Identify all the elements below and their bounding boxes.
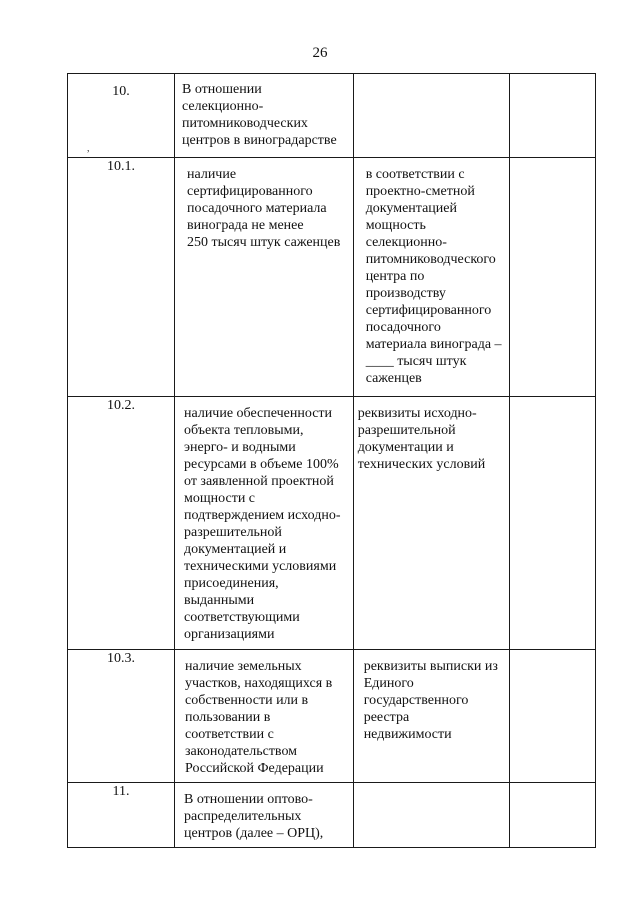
- empty-cell: [510, 397, 596, 650]
- row-number: 11.: [68, 783, 175, 848]
- table-row: [68, 158, 596, 397]
- requirements-table: [67, 73, 596, 848]
- empty-cell: [510, 783, 596, 848]
- table-row: [68, 650, 596, 783]
- confirmation-text: [354, 74, 509, 81]
- table-row: [68, 397, 596, 650]
- page-number: 26: [312, 45, 328, 61]
- row-number: 10.: [68, 74, 175, 158]
- confirmation-text: реквизиты исходно- разрешительной документации и технических условий: [357, 406, 486, 472]
- table-row: [68, 74, 596, 158]
- confirmation-cell: [353, 650, 509, 783]
- criterion-text: наличие земельных участков, находящихся в собственности или в пользовании в соответствии с законодательством Российской Федерации: [185, 659, 333, 776]
- criterion-text: В отношении оптово- распределительных центров (далее – ОРЦ),: [184, 792, 324, 841]
- criterion-cell: [175, 783, 354, 848]
- confirmation-cell: [353, 158, 509, 397]
- table-row: [68, 783, 596, 848]
- criterion-cell: [175, 650, 354, 783]
- confirmation-text: реквизиты выписки из Единого государственного реестра недвижимости: [363, 659, 498, 742]
- confirmation-text: [354, 783, 509, 791]
- confirmation-cell: [353, 74, 509, 158]
- empty-cell: [510, 650, 596, 783]
- confirmation-cell: [353, 783, 509, 848]
- criterion-cell: [175, 397, 354, 650]
- row-number: 10.3.: [68, 650, 175, 783]
- criterion-cell: [175, 158, 354, 397]
- criterion-text: наличие обеспеченности объекта тепловыми, энерго- и водными ресурсами в объеме 100% от заявленной проектной мощности с подтверждением исходно- разрешительной документацией и техническими условиями присоединения, выданными соответствующими организациями: [184, 406, 341, 642]
- row-number: 10.2.: [68, 397, 175, 650]
- row-number: 10.1.: [68, 158, 175, 397]
- confirmation-text: в соответствии с проектно-сметной документацией мощность селекционно- питомниководческого центра по производству сертифицированного посадочного материала винограда – ____ тысяч штук саженцев: [365, 167, 502, 386]
- stray-mark: ,: [87, 143, 90, 154]
- criterion-text: наличие сертифицированного посадочного материала винограда не менее 250 тысяч штук саженцев: [187, 167, 341, 250]
- empty-cell: [510, 158, 596, 397]
- criterion-text: В отношении селекционно- питомниководческих центров в виноградарстве: [182, 82, 337, 148]
- empty-cell: [510, 74, 596, 158]
- confirmation-cell: [353, 397, 509, 650]
- criterion-cell: [175, 74, 354, 158]
